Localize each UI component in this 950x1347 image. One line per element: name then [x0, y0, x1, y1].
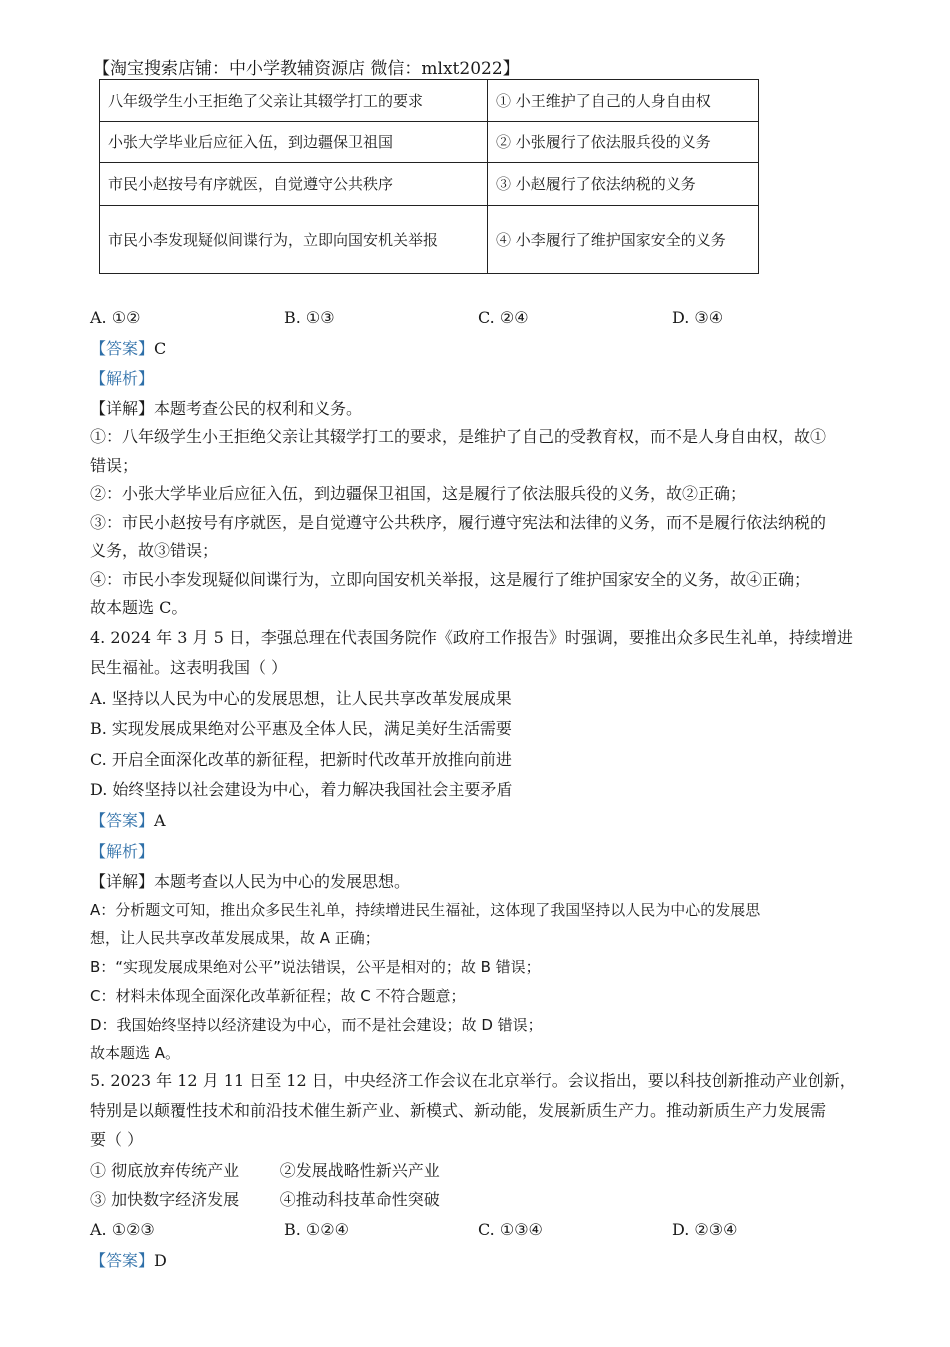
q5-option-a: A. ①②③ — [90, 1220, 155, 1239]
table-cell-scenario: 小张大学毕业后应征入伍，到边疆保卫祖国 — [100, 122, 488, 163]
question-table — [99, 79, 759, 274]
q5-option-d: D. ②③④ — [672, 1220, 738, 1239]
q4-option-d: D. 始终坚持以社会建设为中心，着力解决我国社会主要矛盾 — [90, 780, 513, 799]
table-row — [100, 80, 759, 122]
q4-detail-intro: 【详解】本题考查以人民为中心的发展思想。 — [90, 872, 411, 891]
table-cell-statement: ② 小张履行了依法服兵役的义务 — [488, 122, 759, 163]
q4-detail-line: 想，让人民共享改革发展成果，故 A 正确； — [90, 929, 380, 947]
page-header: 【淘宝搜索店铺：中小学教辅资源店 微信：mlxt2022】 — [93, 59, 520, 79]
table-cell-statement: ④ 小李履行了维护国家安全的义务 — [488, 206, 759, 274]
table-cell-scenario: 市民小李发现疑似间谍行为，立即向国安机关举报 — [100, 206, 488, 274]
q4-option-c: C. 开启全面深化改革的新征程，把新时代改革开放推向前进 — [90, 750, 512, 769]
q3-detail-line: ④：市民小李发现疑似间谍行为，立即向国安机关举报，这是履行了维护国家安全的义务，故④正确； — [90, 570, 811, 589]
table-cell-scenario: 市民小赵按号有序就医，自觉遵守公共秩序 — [100, 163, 488, 206]
q3-detail-line: ②：小张大学毕业后应征入伍，到边疆保卫祖国，这是履行了依法服兵役的义务，故②正确； — [90, 484, 747, 503]
table-cell-scenario: 八年级学生小王拒绝了父亲让其辍学打工的要求 — [100, 80, 488, 122]
q3-detail-line: 【详解】本题考查公民的权利和义务。 — [90, 399, 363, 418]
q5-item-line: ③ 加快数字经济发展 ④推动科技革命性突破 — [90, 1190, 440, 1209]
answer-value: D — [154, 1251, 167, 1270]
q3-analysis-tag: 【解析】 — [90, 369, 155, 388]
answer-tag: 【答案】 — [90, 339, 155, 358]
q3-option-c: C. ②④ — [478, 308, 529, 327]
q5-item-line: ① 彻底放弃传统产业 ②发展战略性新兴产业 — [90, 1161, 440, 1180]
q3-option-b: B. ①③ — [284, 308, 335, 327]
q4-answer — [90, 810, 166, 832]
answer-tag: 【答案】 — [90, 1251, 155, 1270]
answer-value: A — [154, 811, 166, 830]
q4-detail-line: 故本题选 A。 — [90, 1044, 181, 1062]
q3-detail-line: 义务，故③错误； — [90, 541, 219, 560]
q3-option-a: A. ①② — [90, 308, 141, 327]
q5-option-c: C. ①③④ — [478, 1220, 543, 1239]
q3-detail-line: ①：八年级学生小王拒绝父亲让其辍学打工的要求，是维护了自己的受教育权，而不是人身自由权，故① — [90, 427, 827, 446]
q5-stem: 5. 2023 年 12 月 11 日至 12 日，中央经济工作会议在北京举行。会议指出，要以科技创新推动产业创新， — [90, 1071, 856, 1090]
q4-option-b: B. 实现发展成果绝对公平惠及全体人民，满足美好生活需要 — [90, 719, 512, 738]
q4-option-a: A. 坚持以人民为中心的发展思想，让人民共享改革发展成果 — [90, 689, 512, 708]
q5-stem: 要（ ） — [90, 1130, 144, 1149]
q4-detail-line: B：“实现发展成果绝对公平”说法错误，公平是相对的；故 B 错误； — [90, 958, 541, 976]
table-row — [100, 163, 759, 206]
q3-detail-line: ③：市民小赵按号有序就医，是自觉遵守公共秩序，履行遵守宪法和法律的义务，而不是履行依法纳税的 — [90, 513, 827, 532]
q4-stem: 民生福祉。这表明我国（ ） — [90, 658, 288, 677]
table-cell-statement: ① 小王维护了自己的人身自由权 — [488, 80, 759, 122]
q4-detail-line: D：我国始终坚持以经济建设为中心，而不是社会建设；故 D 错误； — [90, 1016, 543, 1034]
answer-tag: 【答案】 — [90, 811, 155, 830]
q3-detail-line: 故本题选 C。 — [90, 598, 188, 617]
answer-value: C — [154, 339, 167, 358]
q4-detail-line: A：分析题文可知，推出众多民生礼单，持续增进民生福祉，这体现了我国坚持以人民为中心的发展思 — [90, 901, 761, 919]
q3-answer — [90, 338, 166, 360]
q4-analysis-tag: 【解析】 — [90, 842, 155, 861]
q5-option-b: B. ①②④ — [284, 1220, 349, 1239]
q3-option-d: D. ③④ — [672, 308, 724, 327]
table-cell-statement: ③ 小赵履行了依法纳税的义务 — [488, 163, 759, 206]
q4-stem: 4. 2024 年 3 月 5 日，李强总理在代表国务院作《政府工作报告》时强调，要推出众多民生礼单，持续增进 — [90, 628, 853, 647]
q3-detail-line: 错误； — [90, 456, 139, 475]
q5-stem: 特别是以颠覆性技术和前沿技术催生新产业、新模式、新动能，发展新质生产力。推动新质生产力发展需 — [90, 1101, 827, 1120]
q5-answer — [90, 1250, 167, 1272]
q4-detail-line: C：材料未体现全面深化改革新征程；故 C 不符合题意； — [90, 987, 466, 1005]
table-row — [100, 206, 759, 274]
table-row — [100, 122, 759, 163]
